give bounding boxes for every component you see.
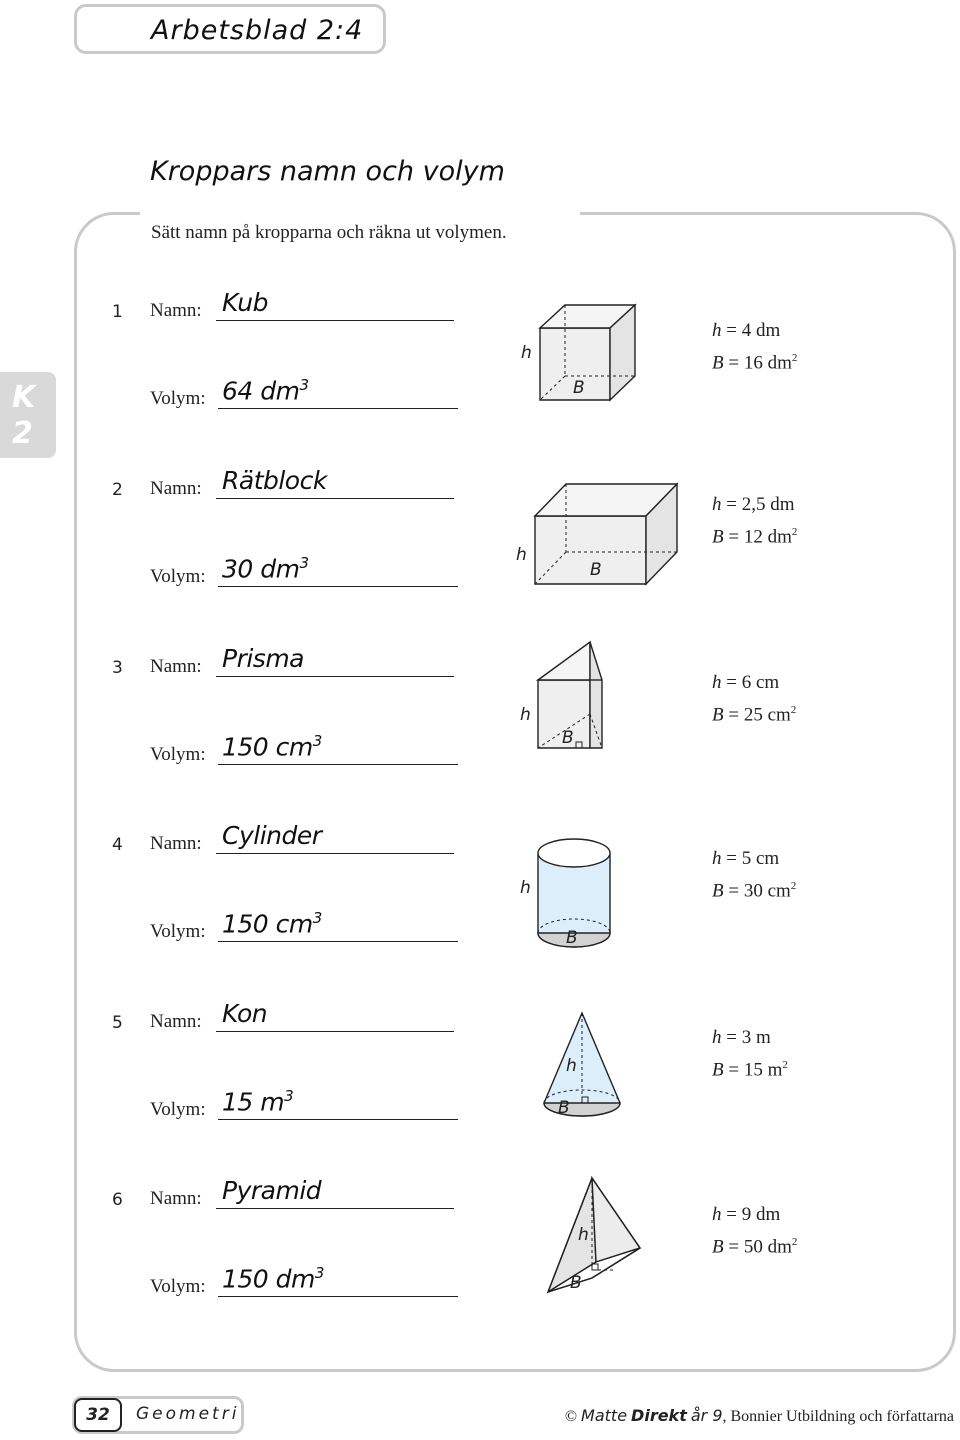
name-answer[interactable]: Kon xyxy=(222,999,268,1028)
volume-line xyxy=(218,941,458,942)
height-label: h xyxy=(566,1056,577,1076)
task-1 xyxy=(0,290,960,460)
volume-label: Volym: xyxy=(150,1099,206,1120)
volume-label: Volym: xyxy=(150,744,206,765)
prism-figure xyxy=(510,640,620,756)
name-line xyxy=(216,1031,454,1032)
task-number: 2 xyxy=(112,480,123,500)
name-label: Namn: xyxy=(150,478,202,499)
volume-line xyxy=(218,1296,458,1297)
name-line xyxy=(216,498,454,499)
volume-line xyxy=(218,764,458,765)
given-height: h = 4 dm xyxy=(712,320,781,341)
chapter-number: 2 xyxy=(12,416,33,451)
task-2 xyxy=(0,468,960,638)
volume-answer[interactable]: 150 $cm^3$ xyxy=(222,909,322,939)
name-answer[interactable]: Kub xyxy=(222,288,268,317)
name-line xyxy=(216,320,454,321)
task-number: 6 xyxy=(112,1190,123,1210)
cuboid-figure xyxy=(510,478,690,588)
name-answer[interactable]: Prisma xyxy=(222,644,304,673)
name-line xyxy=(216,853,454,854)
volume-answer[interactable]: 64 $dm^3$ xyxy=(222,376,309,406)
task-4 xyxy=(0,823,960,993)
name-label: Namn: xyxy=(150,833,202,854)
copyright: © Matte Direkt år 9, Bonnier Utbildning och författarna xyxy=(564,1406,954,1425)
worksheet-title: Arbetsblad 2:4 xyxy=(151,15,364,46)
task-3 xyxy=(0,646,960,816)
given-base: B = 12 $dm^2$ xyxy=(712,526,798,548)
task-5 xyxy=(0,1001,960,1171)
height-label: h xyxy=(520,878,531,898)
page-number: 32 xyxy=(74,1398,122,1432)
task-number: 1 xyxy=(112,302,123,322)
base-label: B xyxy=(558,1098,570,1118)
volume-line xyxy=(218,408,458,409)
given-base: B = 50 $dm^2$ xyxy=(712,1236,798,1258)
given-base: B = 15 $m^2$ xyxy=(712,1059,788,1081)
base-label: B xyxy=(590,560,602,580)
given-base: B = 25 $cm^2$ xyxy=(712,704,797,726)
pyramid-figure xyxy=(536,1174,646,1302)
instruction-text: Sätt namn på kropparna och räkna ut volymen. xyxy=(151,222,507,243)
volume-answer[interactable]: 150 $dm^3$ xyxy=(222,1264,324,1294)
cone-figure xyxy=(526,1009,626,1121)
name-answer[interactable]: Rätblock xyxy=(222,466,327,495)
volume-label: Volym: xyxy=(150,1276,206,1297)
base-label: B xyxy=(573,378,585,398)
volume-answer[interactable]: 150 $cm^3$ xyxy=(222,732,322,762)
given-height: h = 5 cm xyxy=(712,848,780,869)
height-label: h xyxy=(521,343,532,363)
given-height: h = 2,5 dm xyxy=(712,494,795,515)
height-label: h xyxy=(516,545,527,565)
volume-answer[interactable]: 15 $m^3$ xyxy=(222,1087,294,1117)
name-label: Namn: xyxy=(150,300,202,321)
given-base: B = 30 $cm^2$ xyxy=(712,880,797,902)
task-number: 3 xyxy=(112,658,123,678)
name-line xyxy=(216,676,454,677)
volume-label: Volym: xyxy=(150,388,206,409)
worksheet-title-box xyxy=(74,4,386,54)
footer-section: Geometri xyxy=(136,1404,240,1424)
given-height: h = 3 m xyxy=(712,1027,771,1048)
base-label: B xyxy=(570,1273,582,1293)
given-height: h = 6 cm xyxy=(712,672,780,693)
given-height: h = 9 dm xyxy=(712,1204,781,1225)
base-label: B xyxy=(566,928,578,948)
task-6 xyxy=(0,1178,960,1348)
name-label: Namn: xyxy=(150,656,202,677)
volume-answer[interactable]: 30 $dm^3$ xyxy=(222,554,309,584)
chapter-letter: K xyxy=(12,380,36,415)
volume-label: Volym: xyxy=(150,566,206,587)
height-label: h xyxy=(520,705,531,725)
name-label: Namn: xyxy=(150,1011,202,1032)
name-label: Namn: xyxy=(150,1188,202,1209)
name-answer[interactable]: Pyramid xyxy=(222,1176,322,1205)
cube-figure xyxy=(510,300,650,410)
volume-line xyxy=(218,1119,458,1120)
height-label: h xyxy=(578,1225,589,1245)
volume-line xyxy=(218,586,458,587)
section-title: Kroppars namn och volym xyxy=(150,156,505,187)
name-answer[interactable]: Cylinder xyxy=(222,821,322,850)
task-number: 4 xyxy=(112,835,123,855)
volume-label: Volym: xyxy=(150,921,206,942)
name-line xyxy=(216,1208,454,1209)
given-base: B = 16 $dm^2$ xyxy=(712,352,798,374)
cylinder-figure xyxy=(510,831,620,955)
base-label: B xyxy=(562,728,574,748)
task-number: 5 xyxy=(112,1013,123,1033)
